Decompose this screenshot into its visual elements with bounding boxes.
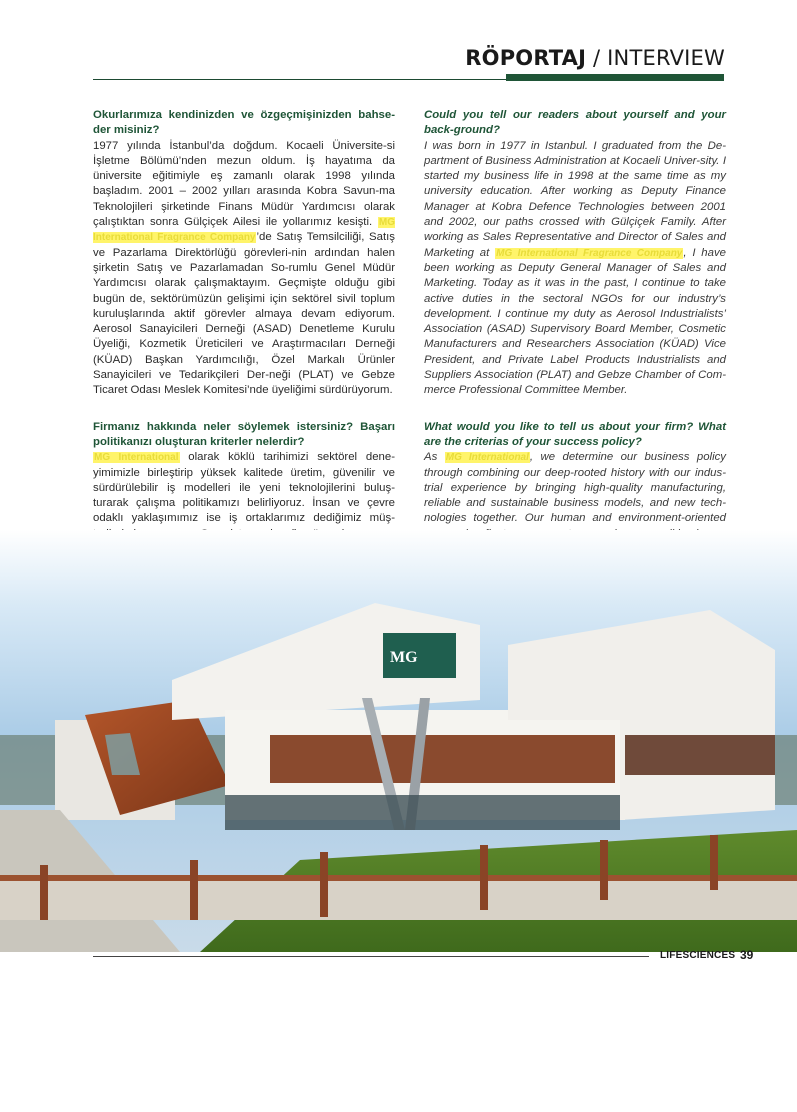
question-1-en: Could you tell our readers about yourself and your back-ground? — [424, 109, 726, 137]
section-title-tr: RÖPORTAJ — [465, 46, 587, 70]
company-name-highlight: MG International Fragrance Company — [93, 217, 395, 244]
fence-post — [600, 840, 608, 900]
section-title — [465, 46, 725, 70]
turkish-column — [93, 108, 395, 542]
answer-1-tr-text-a: 1977 yılında İstanbul’da doğdum. Kocaeli Üniversite-si İşletme Bölümü’nden mezun oldum. İş hayatıma da üniversite eğitimiyle eş zamanlı olarak 1998 yılında başladım. 2001 – 2002 yılları arasında Kobra Savun-ma Teknolojileri şirketinde Finans Müdür Yardımcısı olarak çalıştıktan sonra Gülçiçek Ailesi ile yollarımız kesişti. — [93, 139, 395, 229]
page-number: 39 — [740, 948, 754, 962]
company-name-highlight: MG International — [445, 452, 529, 464]
fence-post — [320, 852, 328, 917]
answer-1-en-text-a: I was born in 1977 in Istanbul. I graduated from the De-partment of Business Administration at Kocaeli Univer-sity. I started my business life in 1998 at the same time as my university education. After working as Deputy Finance Manager at Kobra Defence Technologies between 2001 and 2002, our paths crossed with Gülçiçek Family. After working as Sales Representative and Director of Sales and Marketing at — [424, 139, 726, 259]
magazine-name: LIFESCIENCES — [660, 950, 736, 961]
answer-2-tr-text: olarak köklü tarihimizi sektörel dene-yimimizle birleştirip yüksek kalitede üretim, güvenilir ve sürdürülebilir iş modelleri ile yeni teknolojilerini buluş-turarak çalışma politikamızı belirliyoruz. İnsan ve çevre odaklı yaklaşımımız ise iş ortaklarımız dediğimiz müş- — [93, 451, 395, 525]
fence-post — [710, 835, 718, 890]
building-photo — [0, 530, 797, 952]
answer-2-tr — [93, 450, 395, 542]
footer-rule — [93, 956, 649, 957]
answer-1-tr — [93, 139, 395, 399]
question-2-tr: Firmanız hakkında neler söylemek istersiniz? Başarı politikanızı oluşturan kriterler nelerdir? — [93, 420, 395, 448]
fence-post — [190, 860, 198, 920]
answer-1-en-text-b: , I have been working as Deputy General Manager of Sales and Marketing. Today as it was in the past, I continue to take active duties in the sectoral NGOs for our industry’s development. I continue my duty as Aerosol Industrialists’ Association (ASAD) Supervisory Board Member, Cosmetic Manufacturers and Researchers Association (KÜAD) Vice President, and Private Label Products Industrialists and Suppliers Association (PLAT) and Gebze Chamber of Com-merce Professional Committee Member. — [424, 246, 726, 397]
answer-1-tr-text-b: ’de Satış Temsilciliği, Satış ve Pazarlama Direktörlüğü görevleri-nin ardından halen şirketin Satış ve Pazarlamadan So-rumlu Genel Müdür Yardımcısı olarak çalışmaktayım. Geçmişte olduğu gibi bugün de, sektörümüzün gelişimi için sektörel sivil toplum kuruluşlarında aktif görevler almaya devam ediyorum. Aerosol Sanayicileri Derneği (ASAD) Denetleme Kurulu Üyeliği, Kozmetik Üreticileri ve Araştırmacıları Derneği (KÜAD) Başkan Yardımcılığı, Özel Markalı Ürünler Sanayicileri ve Tedarikçileri Der-neği (PLAT) ve Gebze Ticaret Odası Meslek Komitesi’nde üyeliğimi sürdürüyorum. — [93, 231, 395, 397]
answer-2-en-prefix: As — [424, 451, 445, 464]
english-column — [424, 108, 726, 557]
company-name-highlight: MG International — [94, 452, 179, 464]
question-2-en: What would you like to tell us about your firm? What are the criterias of your success policy? — [424, 420, 726, 448]
answer-1-en — [424, 139, 726, 399]
fence-post — [480, 845, 488, 910]
fence-post — [40, 865, 48, 920]
answer-2-en-text: , we determine our business policy through combining our deep-rooted history with our indus-trial experience by bringing high-quality manufacturing, reliable and sustainable business models, and new tech-nologies together. Our human and environment-oriented — [424, 451, 726, 525]
right-window-band — [625, 735, 775, 775]
company-name-highlight: MG International Fragrance Company — [496, 247, 683, 259]
section-separator: / — [586, 46, 608, 70]
building-illustration — [0, 530, 797, 952]
fence-base — [0, 880, 797, 920]
ground-glazing — [225, 795, 620, 830]
window-band — [270, 735, 615, 783]
header-accent-bar — [506, 74, 724, 81]
fence-rail — [0, 875, 797, 881]
question-1-tr: Okurlarımıza kendinizden ve özgeçmişinizden bahse-der misiniz? — [93, 109, 395, 137]
section-title-en: INTERVIEW — [607, 46, 725, 70]
sign-logo: MG — [390, 649, 418, 666]
